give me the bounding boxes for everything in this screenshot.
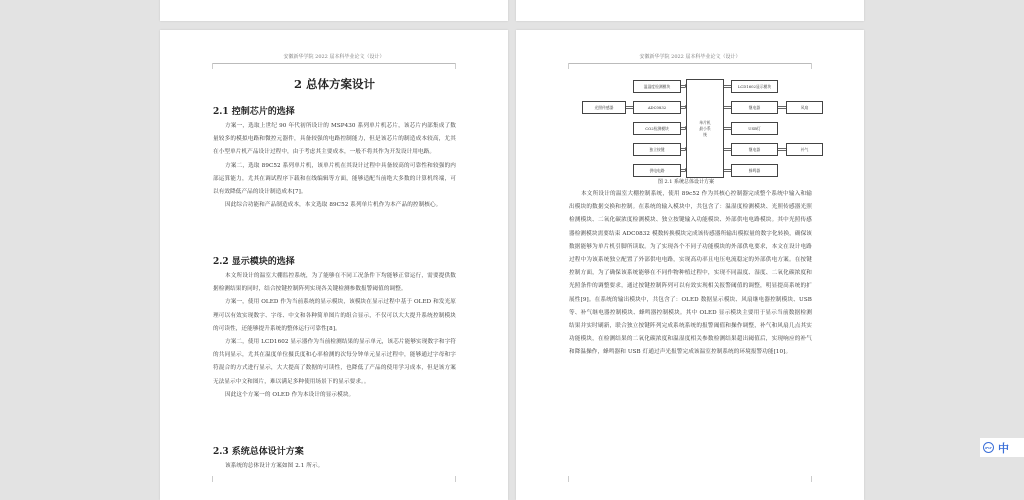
body-text — [569, 188, 812, 360]
paragraph: 因此这个方案一的 OLED 作为本设计的显示模块。 — [225, 391, 355, 398]
paragraph: 方案二，使用 LCD1602 显示器作为当前检测结果的显示单元，该芯片能够实现数字和字符的共同显示，尤其在温度单位摄氏度和心率检测的次每分钟单元显示过程中，能够通过字母和字符混合的方式进行显示，大大提高了数据的可读性，也降低了产品的使用学习成本，但是该方案无法显示中文和图片，难以满足多种使用场景下的显示要求。。 — [213, 339, 456, 385]
header-rule — [213, 63, 456, 64]
margin-mark — [811, 476, 821, 482]
margin-mark — [455, 476, 465, 482]
arrow — [778, 106, 786, 109]
arrow — [778, 148, 786, 151]
page-header: 安徽新华学院 2022 届本科毕业论文（设计） — [283, 54, 385, 60]
document-page-left[interactable] — [160, 30, 508, 500]
margin-mark — [203, 63, 213, 69]
header-rule — [569, 63, 812, 64]
arrow — [626, 106, 633, 109]
diagram-box-input: ADC0832 — [633, 101, 681, 114]
paragraph: 方案一，选取上世纪 90 年代初所设计的 MSP430 系列单片机芯片，该芯片内部集成了数量较多的模拟电路和微控元器件，具备较强的电路控制能力，但是该芯片的制造成本较高，尤其在小型单片机产品设计过程中，由于考虑其主要成本，一般不将其作为开发设计用电路。 — [213, 123, 456, 156]
arrow — [724, 85, 731, 88]
diagram-box-output: 继电器 — [731, 143, 778, 156]
margin-mark — [455, 63, 465, 69]
arrow — [681, 85, 685, 88]
figure-caption: 图 2.1 系统总体设计方案 — [657, 179, 715, 185]
section-2-2 — [213, 254, 456, 402]
diagram-box-output: LCD1602显示模块 — [731, 80, 778, 93]
section-heading: 2.2 显示模块的选择 — [213, 257, 295, 267]
ime-indicator[interactable] — [980, 438, 1024, 457]
page-header: 安徽新华学院 2022 届本科毕业论文（设计） — [639, 54, 741, 60]
diagram-box-input: CO2检测模块 — [633, 122, 681, 135]
ime-mode-toggle[interactable]: 中 — [998, 441, 1009, 455]
diagram-box-fan: 风扇 — [786, 101, 823, 114]
paragraph: 因此综合功能和产品制造成本，本文选取 89C52 系列单片机作为本产品的控制核心。 — [225, 202, 442, 209]
diagram-box-output: 蜂鸣器 — [731, 164, 778, 177]
previous-page-right — [516, 0, 864, 21]
margin-mark — [811, 63, 821, 69]
diagram-box-output: 继电器 — [731, 101, 778, 114]
section-heading: 2.1 控制芯片的选择 — [213, 107, 295, 117]
previous-page-left — [160, 0, 508, 21]
paragraph: 该系统的总体设计方案如图 2.1 所示。 — [225, 463, 324, 469]
arrow — [681, 169, 685, 172]
margin-mark — [559, 63, 569, 69]
arrow — [724, 127, 731, 130]
diagram-box-input: 供电电路 — [633, 164, 681, 177]
arrow — [681, 106, 685, 109]
section-heading: 2.3 系统总体设计方案 — [213, 447, 304, 457]
paragraph: 本文所设计的温室大棚控制系统，使用 89c52 作为其核心控制器完成整个系统中输入和输出模块的数据交换和控制。在系统的输入模块中，共包含了：温湿度检测模块、光照传感器光照检测模块、二氧化碳浓度检测模块、独立按键输入功能模块、外部供电电路模块。其中光照传感器检测模块需要结束 ADC0832 模数转换模块完成该传感器所输出模拟量的数字化转换，确保该数据能够为单片机引脚所读取。为了实现各个不同子功能模块的外部供电要求，本文在设计电路过程中为该系统独立配置了外部供电电路，实现高功率且电压电流稳定的外部供电方案。在按键控制方面，为了确保该系统能够在不同作物种植过程中，实现不同温度、湿度、二氧化碳浓度和光照条件的调整要求，通过按键控制阵列可以有效实现相关报警阈值的调整，明显提高系统的扩展性[9]。在系统的输出模块中，共包含了：OLED 数据显示模块、风扇继电器控制模块、USB 等、补气继电器控制模块、蜂鸣器控制模块。其中 OLED 显示模块主要用于显示当前数据检测结果并实时刷新，联合独立按键阵列完成系统系统的报警阈值和操作调整，补气和风扇几点其实功能模块，在检测结果的二氧化碳浓度和温湿度相关参数检测结果超出阈值后，实现响应的补气和降温操作，蜂鸣器和 USB 灯通过声光报警完成该温室控制系统的环境报警功能[10]。 — [569, 191, 812, 356]
diagram-box-input: 独立按键 — [633, 143, 681, 156]
diagram-box-air-supply: 补气 — [786, 143, 823, 156]
diagram-box-mcu: 单片机最小系统 — [686, 79, 724, 178]
paragraph: 方案二，选取 89C52 系列单片机，该单片机在其设计过程中具备较高的可靠性和较强的内部运算能力，尤其在调试程序下载和在线编辑等方面，能够适配当前绝大多数的计算机终端，可以有效降低产品的设计制造成本[7]。 — [213, 162, 456, 196]
arrow — [681, 148, 685, 151]
paragraph: 本文所设计的温室大棚监控系统，为了能够在不同工况条件下均能够正常运行，需要提供数据检测结果的同时，结合按键控制阵列实现各关键检测参数报警阈值的调整。 — [213, 273, 456, 293]
section-2-3 — [213, 444, 456, 473]
paragraph: 方案一，使用 OLED 作为当前系统的显示模块，该模块在显示过程中基于 OLED 和发光原理可以有效实现数字、字母、中文和各种简单图片的组合显示，不仅可以大大提升系统控制模块的可读性，还能够提升系统的整体运行可靠性[8]。 — [213, 299, 456, 332]
diagram-box-light-sensor: 光照传感器 — [582, 101, 626, 114]
diagram-box-input: 温湿度检测模块 — [633, 80, 681, 93]
arrow — [724, 169, 731, 172]
arrow — [724, 148, 731, 151]
margin-mark — [203, 476, 213, 482]
diagram-box-output: USB灯 — [731, 122, 778, 135]
ime-logo-icon[interactable]: iFLY — [983, 442, 994, 453]
document-page-right[interactable] — [516, 30, 864, 500]
arrow — [724, 106, 731, 109]
section-2-1 — [213, 104, 456, 212]
chapter-title: 2 总体方案设计 — [293, 77, 375, 91]
margin-mark — [559, 476, 569, 482]
arrow — [681, 127, 685, 130]
